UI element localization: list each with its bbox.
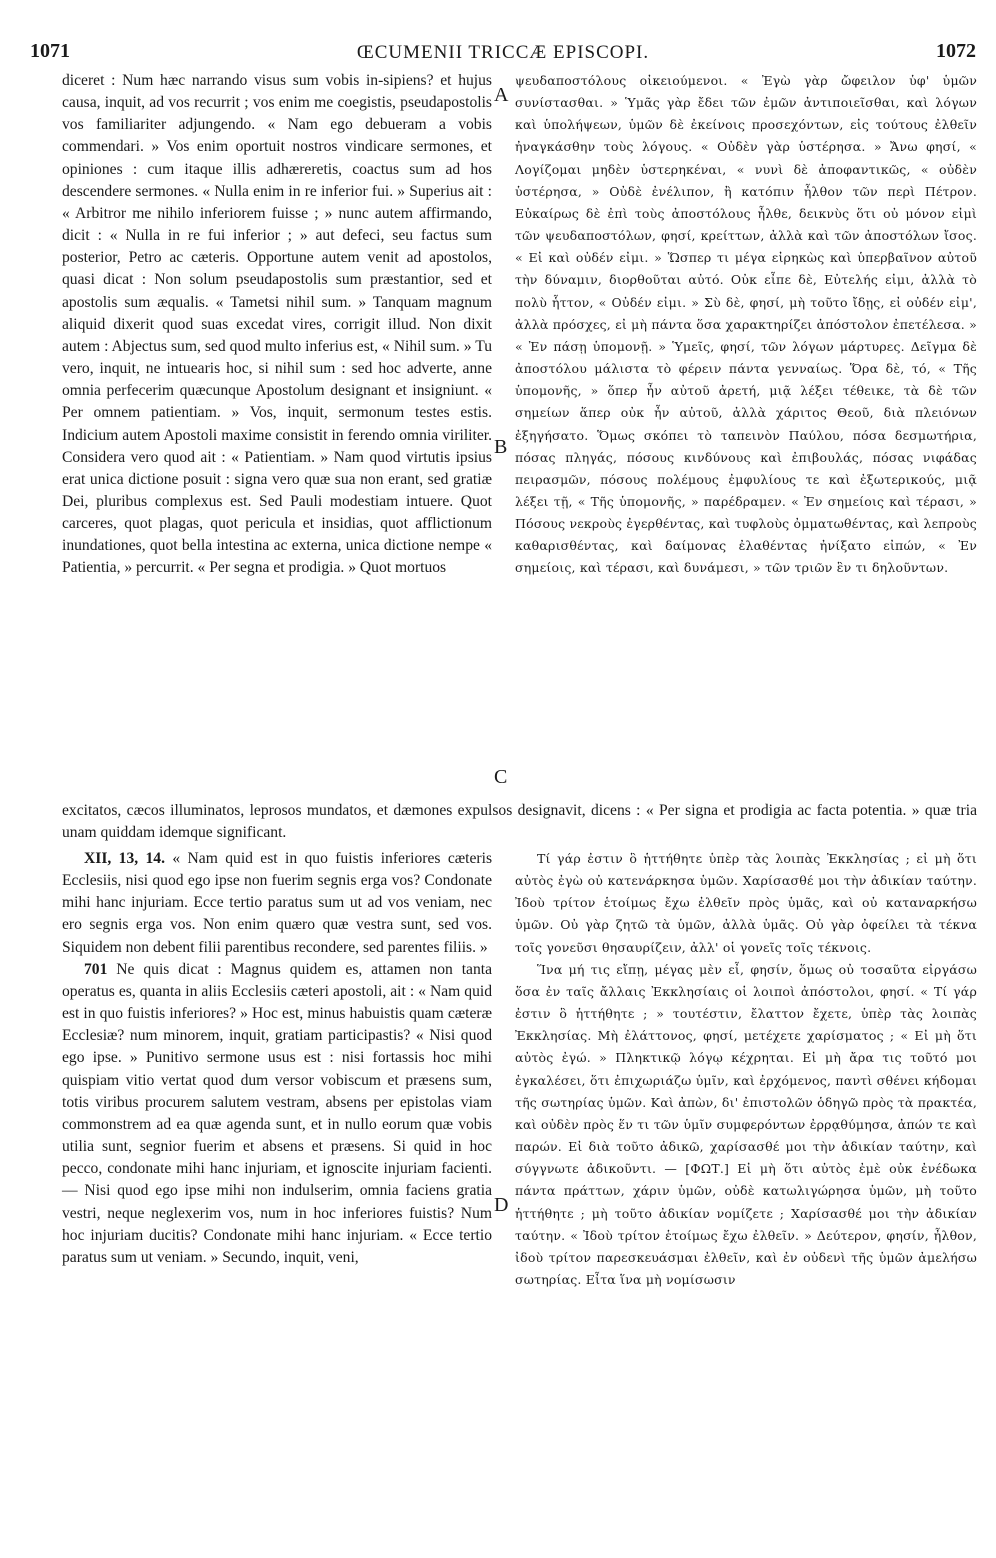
latin-verse-text: « Nam quid est in quo fuistis inferiores cæteris Ecclesiis, nisi quod ego ipse non fuerim segnis erga vos? Condonate mihi hanc injuriam. Ecce tertio paratus sum ut ad vos veniam, nec ero segnis erga vos. Non enim quæro quæ vestra sunt, sed vos. Siquidem non debent filii parentibus recondere, sed parentes filiis. » (62, 850, 493, 956)
verse-reference: XII, 13, 14. (84, 850, 166, 867)
latin-column-top (62, 70, 492, 580)
latin-commentary-text: Ne quis dicat : Magnus quidem es, attamen non tanta operatus es, quanta in aliis Ecclesiis cæteri apostoli, ait : « Nam quid est in quo fuistis inferiores? » Hoc est, minus habuistis quam cæteræ Ecclesiæ? num minorem, inquit, gratiam participastis? « Nisi quod ego ipse. » Punitivo sermone usus est : nisi fortassis hoc mihi quispiam vitio vertat quod dum versor vobiscum et præsens sum, totis viribus procurem salutem vestram, absens per epistolas viam commonstrem ad ea quæ agenda sunt, et in nullo eorum quæ vobis utilia sunt, segnior fuerim et absens et præsens. Si quid in hoc pecco, condonate mihi hanc injuriam, et ignoscite injuriam facienti. — Nisi quod ego ipse mihi non indulserim, omnia faciens gratia vestri, neque neglexerim vos, num in hoc inferiores fuistis? Num hoc injuriam ducitis? Condonate mihi hanc injuriam. « Ecce tertio paratus sum ut veniam. » Secundo, inquit, veni, (62, 960, 492, 1266)
greek-paragraph: ψευδαποστόλους οἰκειούμενοι. « Ἐγὼ γὰρ ὤφειλον ὑφ' ὑμῶν συνίστασθαι. » Ὑμᾶς γὰρ ἔδει τῶν ἐμῶν ἀντιποιεῖσθαι, καὶ λόγων καὶ ὑπολήψεων, ὑμῶν δὲ ἐκείνοις προσεχόντων, εἰς τούτους ἐλθεῖν ἠναγκάσθην τοὺς λόγους. « Οὐδὲν γὰρ ὑστέρησα. » Ἄνω φησί, « Λογίζομαι μηδὲν ὑστερηκέναι, « νυνὶ δὲ ἀποφαντικῶς, « οὐδὲν ὑστέρησα, » Οὐδὲ ἐνέλιπον, ἢ κατόπιν ἦλθον τῶν περὶ Πέτρον. Εὐκαίρως δὲ ἐπὶ τοὺς ἀποστόλους ἦλθε, δεικνὺς ὅτι οὐ μόνον εἰμὶ τῶν ψευδαποστόλων, φησί, κρείττων, ἀλλὰ καὶ τῶν ἀποστόλων ἴσος. « Εἰ καὶ οὐδέν εἰμι. » Ὥσπερ τι μέγα εἰρηκὼς καὶ ὑπερβαῖνον αὐτοῦ τὴν δύναμιν, διορθοῦται αὐτό. Οὐκ εἶπε δὲ, Εὐτελής εἰμι, ἀλλὰ τὸ πολὺ ἧττον, « Οὐδέν εἰμι. » Σὺ δὲ, φησί, μὴ τοῦτο ἴδῃς, εἰ οὐδέν εἰμ', ἀλλὰ πρόσχες, εἰ μὴ πάντα ὅσα χαρακτηρίζει ἀπόστολον ἐπετέλεσα. » « Ἐν πάσῃ ὑπομονῇ. » Ὑμεῖς, φησί, τῶν λόγων μάρτυρες. Δεῖγμα δὲ ἀποστόλου μάλιστα τὸ φέρειν πάντα γενναίως. Ὅρα δὲ, τό, « Τῆς ὑπομονῆς, » ὅπερ ἦν αὐτοῦ ἀρετή, μιᾷ λέξει τέθεικε, τὰ δὲ τῶν σημείων ἅπερ οὐκ ἦν αὐτοῦ, ἀλλὰ χάριτος Θεοῦ, διὰ πλειόνων ἐξηγήσατο. Ὅμως σκόπει τὸ ταπεινὸν Παύλου, πόσα δεσμωτήρια, πόσας πληγάς, πόσους κινδύνους καὶ ἐπιβουλάς, πόσας νιφάδας πειρασμῶν, πόσους πολέμους ἐμφυλίους τε καὶ ἐξωτερικούς, μιᾷ λέξει τῇ, « Τῆς ὑπομονῆς, » παρέδραμεν. « Ἐν σημείοις καὶ τέρασι, » Πόσους νεκροὺς ἐγερθέντας, καὶ τυφλοὺς ὀμματωθέντας, καὶ λεπροὺς καθαρισθέντας, καὶ δαίμονας ἐλαθέντας ἠνίξατο εἰπών, « Ἐν σημείοις, καὶ τέρασι, καὶ δυνάμεσι, » τῶν τριῶν ἓν τι δηλοῦντων. (515, 73, 977, 576)
latin-verse-paragraph (62, 848, 492, 959)
page-header (30, 40, 976, 72)
right-column-number: 1072 (936, 40, 976, 62)
latin-paragraph: diceret : Num hæc narrando visus sum vobis in-sipiens? et hujus causa, inquit, ad vos recurrit ; vos enim me coegistis, pseudapostolis vos familiariter adjungendo. « Nam ego debueram a vobis commendari. » Vos enim oportuit nostros vindicare sermones, et opiniones : cum itaque illis adhæreretis, coactus sum ad hos descendere sermones. « Nulla enim in re inferior fui. » Superius ait : « Arbitror me nihilo inferiorem fuisse ; » nunc autem affirmando, dicit : « Nulla in re fui inferior ; » aut defeci, seu factus sum posterior, Petro ac cæteris. Opportune autem venit ad apostolos, quasi dicat : Non solum pseudapostolis sum præstantior, sed et apostolis sum æqualis. « Tametsi nihil sum. » Tanquam magnum aliquid dixerit quod suas excedat vires, corrigit illud. Non dixit autem : Abjectus sum, sed quod multo inferius est, « Nihil sum. » Tu vero, inquit, ne intuearis hoc, si nihil sum : sed hoc adverte, anne omnia perfecerim quæcunque Apostolum designant et insigniunt. « Per omnem patientiam. » Vos, inquit, sermonum testes estis. Indicium autem Apostoli maxime consistit in ferendo omnia viriliter. Considera vero quod ait : « Patientiam. » Nam quod virtutis ipsius erat unica dictione posuit : signa vero quæ sua non erant, sed gratiæ Dei, pluribus complexus est. Sed Pauli modestiam intuere. Quot carceres, quot plagas, quot pericula et insidias, quot afflictionum inundationes, quot bella intestina ac externa, unica dictione nempe « Patientia, » percurrit. « Per segna et prodigia. » Quot mortuos (62, 72, 492, 577)
margin-marker-b: B (494, 436, 508, 458)
margin-marker-a: A (494, 84, 509, 106)
latin-column-bottom (62, 848, 492, 1269)
margin-marker-c: C (494, 766, 508, 788)
greek-column-top (515, 70, 977, 580)
greek-verse-paragraph: Τί γάρ ἐστιν ὃ ἡττήθητε ὑπὲρ τὰς λοιπὰς Ἐκκλησίας ; εἰ μὴ ὅτι αὐτὸς ἐγὼ οὐ κατενάρκησα ὑμῶν. Χαρίσασθέ μοι τὴν ἀδικίαν ταύτην. Ἰδοὺ τρίτον ἑτοίμως ἔχω ἐλθεῖν πρὸς ὑμᾶς, καὶ οὐ καταναρκήσω ὑμῶν. Οὐ γὰρ ζητῶ τὰ ὑμῶν, ἀλλὰ ὑμᾶς. Οὐ γὰρ ὀφείλει τὰ τέκνα τοῖς γονεῦσι θησαυρίζειν, ἀλλ' οἱ γονεῖς τοῖς τέκνοις. (515, 851, 977, 955)
margin-marker-d: D (494, 1194, 509, 1216)
greek-commentary-paragraph: Ἵνα μή τις εἴπῃ, μέγας μὲν εἶ, φησίν, ὅμως οὐ τοσαῦτα εἰργάσω ὅσα ἐν ταῖς ἄλλαις Ἐκκλησίαις οἱ λοιποὶ ἀπόστολοι, φησί. « Τί γάρ ἐστιν ὃ ἡττήθητε ; » τουτέστιν, ἔλαττον ἔχετε, ὑπὲρ τὰς λοιπὰς Ἐκκλησίας. Μὴ ἐλάττονος, φησί, μετέχετε χαρίσματος ; « Εἰ μὴ ὅτι αὐτὸς ἐγώ. » Πληκτικῷ λόγῳ κέχρηται. Εἰ μὴ ἄρα τις τοῦτό μοι ἐγκαλέσει, ὅτι ἐπιχωριάζω ὑμῖν, καὶ ἐρχόμενος, παντὶ σθένει κήδομαι τῆς σωτηρίας ὑμῶν. Καὶ ἀπὼν, δι' ἐπιστολῶν ὁδηγῶ πρὸς τὰ πρακτέα, καὶ οὐδὲν πρὸς ἕν τι τῶν ὑμῖν συμφερόντων ἐρρᾳθύμησα, ἀπών τε καὶ παρών. Εἰ διὰ τοῦτο ἀδικῶ, χαρίσασθέ μοι τὴν ἀδικίαν ταύτην, καὶ σύγγνωτε ἀδικοῦντι. — [ΦΩΤ.] Εἰ μὴ ὅτι αὐτὸς ἐμὲ οὐκ ἐνέδωκα πάντα πράττων, χάριν ὑμῶν, οὐδὲ κατωλιγώρησα ὑμῶν, μὴ τοῦτο ἡττήθητε ; μὴ τοῦτο ἀδικίαν νομίζετε ; Χαρίσασθέ μοι τὴν ἀδικίαν ταύτην. « Ἰδοὺ τρίτον ἑτοίμως ἔχω ἐλθεῖν. » Δεύτερον, φησίν, ἦλθον, ἰδοὺ τρίτον παρεσκευάσμαι ἐλθεῖν, καὶ ἐν οὐδενὶ τῆς ὑμῶν ἀμελήσω σωτηρίας. Εἶτα ἵνα μὴ νομίσωσιν (515, 961, 977, 1287)
greek-column-bottom (515, 848, 977, 1291)
left-column-number: 1071 (30, 40, 70, 62)
running-title: ŒCUMENII TRICCÆ EPISCOPI. (356, 42, 650, 63)
spanning-latin-text: excitatos, cæcos illuminatos, leprosos mundatos, et dæmones expulsos designavit, dicens : « Per signa et prodigia ac facta potentia. » quæ tria unam quiddam idemque significant. (62, 802, 977, 842)
page-number-mark: 701 (84, 960, 108, 978)
latin-commentary-paragraph (62, 959, 492, 1269)
full-width-span (62, 800, 977, 844)
